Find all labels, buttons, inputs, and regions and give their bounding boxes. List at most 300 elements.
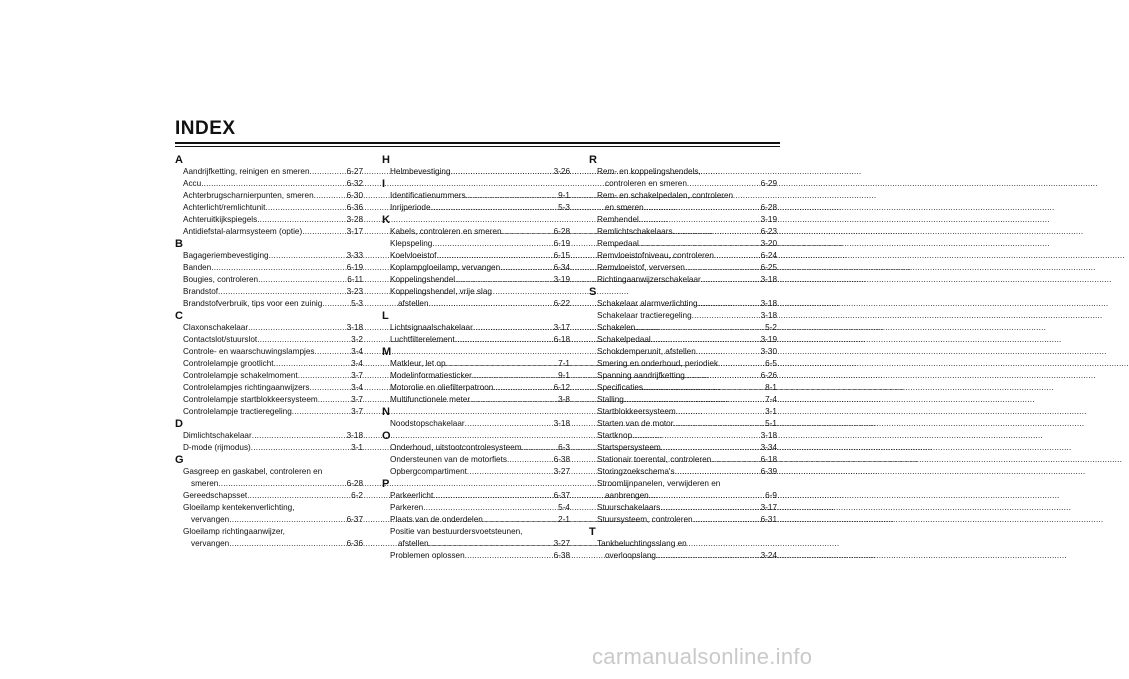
dot-leader — [229, 538, 345, 550]
dot-leader — [500, 262, 552, 274]
index-column-1 — [175, 154, 363, 550]
page-title: INDEX — [175, 118, 236, 139]
index-entry-term: Motorolie en oliefilterpatroon — [390, 383, 494, 392]
index-entry-page: 3-17 — [346, 227, 363, 236]
index-entry-page: 6-37 — [553, 491, 570, 500]
dot-leader — [257, 214, 345, 226]
index-entry — [382, 514, 570, 526]
dot-leader — [661, 442, 760, 454]
index-entry-term: Koplampgloeilamp, vervangen — [390, 263, 501, 272]
section-letter-g: G — [175, 454, 184, 466]
dot-leader — [467, 466, 553, 478]
dot-leader — [318, 394, 350, 406]
index-entry-page: 6-12 — [553, 383, 570, 392]
index-entry-first-line: Gasgreep en gaskabel, controleren en — [183, 467, 323, 476]
index-entry-term: vervangen — [191, 539, 230, 548]
index-entry-term: Controle- en waarschuwingslampjes — [183, 347, 315, 356]
dot-leader — [252, 430, 346, 442]
dot-leader — [274, 358, 351, 370]
index-entry-term: Bougies, controleren — [183, 275, 259, 284]
index-entry-page: 3-18 — [346, 323, 363, 332]
index-entry — [382, 274, 570, 286]
index-entry-term: Koppelingshendel — [390, 275, 456, 284]
index-entry-page: 5-3 — [558, 203, 570, 212]
section-letter-m: M — [382, 346, 392, 358]
index-entry — [175, 346, 363, 358]
index-entry — [175, 430, 363, 442]
index-entry-term: smeren — [191, 479, 219, 488]
index-entry-page: 3-1 — [765, 407, 777, 416]
index-entry-page: 6-32 — [346, 179, 363, 188]
index-entry-page: 5-4 — [558, 503, 570, 512]
index-entry-term: Problemen oplossen — [390, 551, 465, 560]
dot-leader — [211, 262, 345, 274]
index-entry — [589, 394, 777, 406]
index-entry — [175, 382, 363, 394]
index-entry-term: Klepspeling — [390, 239, 433, 248]
index-entry — [589, 502, 777, 514]
index-entry-term: Controlelampje tractieregeling — [183, 407, 292, 416]
index-entry — [175, 202, 363, 214]
index-entry — [175, 490, 363, 502]
index-entry-first-line: Gloeilamp kentekenverlichting, — [183, 503, 295, 512]
index-entry-page: 8-1 — [765, 383, 777, 392]
index-entry-page: 6-18 — [553, 335, 570, 344]
index-entry-page: 3-7 — [351, 371, 363, 380]
index-entry — [382, 322, 570, 334]
index-entry-term: Bagageriembevestiging — [183, 251, 269, 260]
index-entry — [589, 514, 777, 526]
index-entry-page: 6-37 — [346, 515, 363, 524]
index-entry-page: 6-29 — [760, 179, 777, 188]
index-entry — [175, 262, 363, 274]
dot-leader — [446, 358, 558, 370]
index-entry-term: Schakelen — [597, 323, 636, 332]
index-entry — [589, 370, 777, 382]
section-letter-t: T — [589, 526, 596, 538]
index-entry — [589, 298, 777, 310]
index-entry-page: 6-36 — [346, 203, 363, 212]
index-entry-first-line: Rem- en koppelingshendels, — [597, 167, 701, 176]
dot-leader — [676, 406, 764, 418]
index-entry-term: Dimlichtschakelaar — [183, 431, 252, 440]
index-entry-term: Accu — [183, 179, 202, 188]
index-entry — [589, 382, 777, 394]
section-letter-p: P — [382, 478, 390, 490]
index-entry-page: 3-2 — [351, 335, 363, 344]
index-entry-term: Kabels, controleren en smeren — [390, 227, 502, 236]
index-entry-page: 6-27 — [346, 167, 363, 176]
section-letter-d: D — [175, 418, 183, 430]
index-entry-term: Startknop — [597, 431, 633, 440]
section-letter-k: K — [382, 214, 390, 226]
dot-leader — [473, 322, 553, 334]
index-entry-term: Smering en onderhoud, periodiek — [597, 359, 719, 368]
index-entry-page: 6-18 — [760, 455, 777, 464]
index-entry — [589, 250, 777, 262]
index-entry-page: 3-28 — [346, 215, 363, 224]
dot-leader — [692, 310, 760, 322]
index-entry — [589, 430, 777, 442]
index-entry-term: Schakelpedaal — [597, 335, 651, 344]
index-entry-term: Achterlicht/remlichtunit — [183, 203, 266, 212]
index-entry-term: en smeren — [605, 203, 644, 212]
index-entry-term: Modelinformatiesticker — [390, 371, 472, 380]
index-entry — [589, 322, 777, 334]
index-entry-term: Schakelaar alarmverlichting — [597, 299, 698, 308]
index-entry-term: D-mode (rijmodus) — [183, 443, 251, 452]
dot-leader — [218, 286, 346, 298]
index-entry-page: 3-30 — [760, 347, 777, 356]
index-entry — [175, 226, 363, 238]
index-entry — [382, 418, 570, 430]
index-entry — [175, 190, 363, 202]
dot-leader — [493, 382, 552, 394]
dot-leader — [639, 238, 760, 250]
dot-leader — [624, 394, 764, 406]
index-entry-page: 6-24 — [760, 251, 777, 260]
index-entry — [382, 442, 570, 454]
index-entry-term: Schakelaar tractieregeling — [597, 311, 692, 320]
dot-leader — [644, 202, 760, 214]
index-entry-page: 9-1 — [558, 191, 570, 200]
index-entry-term: controleren en smeren — [605, 179, 687, 188]
dot-leader — [649, 490, 764, 502]
index-entry — [175, 406, 363, 418]
index-entry-first-line: Tankbeluchtingsslang en — [597, 539, 687, 548]
dot-leader — [507, 454, 553, 466]
index-entry-page: 6-30 — [346, 191, 363, 200]
index-entry-term: overloopslang — [605, 551, 656, 560]
dot-leader — [322, 298, 350, 310]
section-letter-r: R — [589, 154, 597, 166]
index-entry — [589, 262, 777, 274]
index-entry — [382, 226, 570, 238]
index-entry-term: Luchtfilterelement — [390, 335, 455, 344]
dot-leader — [714, 250, 760, 262]
index-entry — [589, 214, 777, 226]
index-entry-term: Multifunctionele meter — [390, 395, 471, 404]
index-entry-term: Gereedschapsset — [183, 491, 248, 500]
section-letter-o: O — [382, 430, 391, 442]
index-entry-term: Specificaties — [597, 383, 643, 392]
dot-leader — [310, 382, 351, 394]
index-entry — [589, 334, 777, 346]
dot-leader — [429, 298, 553, 310]
dot-leader — [247, 490, 350, 502]
index-entry — [589, 406, 777, 418]
index-entry-term: Helmbevestiging — [390, 167, 451, 176]
index-entry-page: 6-34 — [553, 263, 570, 272]
section-letter-a: A — [175, 154, 183, 166]
index-entry-term: Antidiefstal-alarmsysteem (optie) — [183, 227, 303, 236]
index-entry-term: aanbrengen — [605, 491, 649, 500]
index-entry — [175, 250, 363, 262]
index-entry — [175, 166, 363, 178]
dot-leader — [310, 166, 346, 178]
dot-leader — [685, 370, 760, 382]
index-entry — [382, 250, 570, 262]
section-letter-l: L — [382, 310, 389, 322]
index-entry-term: Remlichtschakelaars — [597, 227, 673, 236]
index-entry-page: 6-5 — [765, 359, 777, 368]
dot-leader — [315, 346, 351, 358]
index-entry-term: Claxonschakelaar — [183, 323, 249, 332]
index-entry — [175, 178, 363, 190]
index-entry-term: Controlelampje startblokkeersysteem — [183, 395, 318, 404]
index-entry — [382, 358, 570, 370]
dot-leader — [701, 274, 760, 286]
index-entry — [589, 178, 777, 190]
dot-leader — [522, 442, 558, 454]
index-entry-page: 3-33 — [346, 251, 363, 260]
section-letter-i: I — [382, 178, 386, 190]
index-entry — [382, 454, 570, 466]
section-letter-b: B — [175, 238, 183, 250]
index-entry-first-line: Positie van bestuurdersvoetsteunen, — [390, 527, 523, 536]
dot-leader — [201, 178, 345, 190]
dot-leader — [635, 322, 764, 334]
index-entry-term: Startblokkeersysteem — [597, 407, 676, 416]
index-entry-page: 9-1 — [558, 371, 570, 380]
index-column-3 — [589, 154, 777, 562]
index-entry-page: 3-18 — [760, 275, 777, 284]
dot-leader — [423, 502, 557, 514]
index-entry-page: 3-24 — [760, 551, 777, 560]
index-entry — [175, 514, 363, 526]
dot-leader — [292, 406, 350, 418]
index-entry-page: 3-18 — [760, 299, 777, 308]
index-entry — [175, 298, 363, 310]
index-entry-term: Noodstopschakelaar — [390, 419, 465, 428]
index-entry-term: Achteruitkijkspiegels — [183, 215, 258, 224]
index-entry-page: 3-19 — [760, 215, 777, 224]
dot-leader — [685, 262, 760, 274]
index-entry — [175, 274, 363, 286]
dot-leader — [673, 418, 764, 430]
title-rule-thick — [175, 142, 780, 144]
dot-leader — [639, 214, 760, 226]
dot-leader — [675, 466, 760, 478]
dot-leader — [302, 226, 345, 238]
index-entry — [589, 346, 777, 358]
index-entry — [589, 466, 777, 478]
dot-leader — [693, 514, 760, 526]
index-entry-term: Opbergcompartiment — [390, 467, 467, 476]
index-entry — [589, 202, 777, 214]
dot-leader — [673, 226, 760, 238]
index-entry-page: 3-8 — [558, 395, 570, 404]
index-entry-term: Remhendel — [597, 215, 639, 224]
index-entry-page: 3-20 — [760, 239, 777, 248]
index-entry-page: 3-27 — [553, 539, 570, 548]
dot-leader — [472, 370, 557, 382]
index-entry-term: Spanning aandrijfketting — [597, 371, 685, 380]
index-entry-term: Identificatienummers — [390, 191, 466, 200]
index-entry-term: Onderhoud, uitstootcontrolesysteem — [390, 443, 522, 452]
index-entry-term: afstellen — [398, 539, 429, 548]
index-entry — [589, 454, 777, 466]
index-entry-page: 3-1 — [351, 443, 363, 452]
index-entry — [382, 202, 570, 214]
index-entry — [382, 538, 570, 550]
dot-leader — [470, 394, 557, 406]
index-entry-page: 3-23 — [346, 287, 363, 296]
dot-leader — [651, 334, 760, 346]
index-entry-first-line: Gloeilamp richtingaanwijzer, — [183, 527, 285, 536]
index-entry-page: 5-2 — [765, 323, 777, 332]
dot-leader — [436, 250, 552, 262]
index-entry-page: 6-15 — [553, 251, 570, 260]
index-entry-page: 6-39 — [760, 467, 777, 476]
index-entry-term: Stuurschakelaars — [597, 503, 661, 512]
index-entry-term: afstellen — [398, 299, 429, 308]
index-entry-page: 6-9 — [765, 491, 777, 500]
dot-leader — [711, 454, 759, 466]
index-entry-term: Stalling — [597, 395, 624, 404]
index-entry-page: 6-31 — [760, 515, 777, 524]
index-entry-term: Schokdemperunit, afstellen — [597, 347, 696, 356]
dot-leader — [643, 382, 764, 394]
dot-leader — [687, 178, 760, 190]
index-entry — [175, 394, 363, 406]
index-entry-page: 6-25 — [760, 263, 777, 272]
index-entry — [589, 274, 777, 286]
index-entry-term: Stuursysteem, controleren — [597, 515, 693, 524]
index-entry-page: 6-22 — [553, 299, 570, 308]
index-entry — [382, 550, 570, 562]
dot-leader — [696, 346, 760, 358]
section-letter-c: C — [175, 310, 183, 322]
dot-leader — [466, 190, 558, 202]
index-entry-term: vervangen — [191, 515, 230, 524]
dot-leader — [455, 334, 553, 346]
index-entry-page: 3-4 — [351, 359, 363, 368]
index-entry-term: Brandstof — [183, 287, 219, 296]
index-entry — [382, 238, 570, 250]
index-entry-page: 6-28 — [553, 227, 570, 236]
index-entry-page: 3-17 — [553, 323, 570, 332]
dot-leader — [656, 550, 760, 562]
index-entry — [175, 478, 363, 490]
index-entry-term: Starten van de motor — [597, 419, 674, 428]
index-entry-page: 3-26 — [553, 167, 570, 176]
index-entry-page: 6-28 — [346, 479, 363, 488]
index-entry-page: 3-18 — [760, 431, 777, 440]
index-entry-page: 6-19 — [553, 239, 570, 248]
dot-leader — [429, 538, 553, 550]
index-entry-page: 2-1 — [558, 515, 570, 524]
index-entry — [382, 490, 570, 502]
index-entry-first-line: Koppelingshendel, vrije slag — [390, 287, 492, 296]
index-entry-term: Rempedaal — [597, 239, 639, 248]
index-entry-page: 6-23 — [760, 227, 777, 236]
section-letter-n: N — [382, 406, 390, 418]
index-entry-page: 3-19 — [553, 275, 570, 284]
index-entry-page: 3-34 — [760, 443, 777, 452]
index-entry — [175, 442, 363, 454]
dot-leader — [431, 202, 558, 214]
dot-leader — [465, 418, 553, 430]
index-entry-term: Matkleur, let op — [390, 359, 446, 368]
index-entry-page: 6-19 — [346, 263, 363, 272]
index-entry-page: 6-36 — [346, 539, 363, 548]
dot-leader — [314, 190, 346, 202]
index-entry — [175, 214, 363, 226]
index-entry — [589, 310, 777, 322]
index-entry-page: 3-18 — [553, 419, 570, 428]
index-entry-term: Plaats van de onderdelen — [390, 515, 483, 524]
dot-leader — [455, 274, 553, 286]
dot-leader — [248, 322, 346, 334]
index-entry-term: Ondersteunen van de motorfiets — [390, 455, 507, 464]
index-entry-page: 6-38 — [553, 551, 570, 560]
index-entry-term: Banden — [183, 263, 212, 272]
dot-leader — [502, 226, 553, 238]
index-entry-page: 3-4 — [351, 383, 363, 392]
index-entry-page: 3-4 — [351, 347, 363, 356]
index-entry-page: 7-4 — [765, 395, 777, 404]
index-entry-page: 3-17 — [760, 503, 777, 512]
dot-leader — [432, 238, 552, 250]
dot-leader — [265, 202, 345, 214]
dot-leader — [218, 478, 345, 490]
index-entry-term: Aandrijfketting, reinigen en smeren — [183, 167, 310, 176]
index-entry-page: 5-3 — [351, 299, 363, 308]
dot-leader — [451, 166, 553, 178]
section-letter-s: S — [589, 286, 597, 298]
index-entry-page: 3-19 — [760, 335, 777, 344]
index-entry — [382, 502, 570, 514]
index-entry — [175, 538, 363, 550]
index-entry-term: Controlelampje grootlicht — [183, 359, 274, 368]
dot-leader — [269, 250, 346, 262]
index-entry-page: 3-7 — [351, 407, 363, 416]
index-entry-term: Parkeerlicht — [390, 491, 434, 500]
index-entry — [382, 370, 570, 382]
index-entry — [175, 370, 363, 382]
index-entry — [382, 298, 570, 310]
index-entry — [589, 550, 777, 562]
index-entry — [589, 490, 777, 502]
index-entry-term: Remvloeistofniveau, controleren — [597, 251, 714, 260]
dot-leader — [258, 274, 346, 286]
index-entry — [382, 190, 570, 202]
dot-leader — [698, 298, 760, 310]
title-rule-thin — [175, 146, 780, 147]
index-entry — [589, 226, 777, 238]
index-entry — [589, 418, 777, 430]
index-entry-first-line: Rem- en schakelpedalen, controleren — [597, 191, 734, 200]
index-entry-page: 3-7 — [351, 395, 363, 404]
index-entry-term: Koelvloeistof — [390, 251, 437, 260]
index-entry-term: Remvloeistof, verversen — [597, 263, 685, 272]
index-entry-page: 3-18 — [346, 431, 363, 440]
index-entry — [175, 286, 363, 298]
index-entry — [589, 238, 777, 250]
index-entry-first-line: Stroomlijnpanelen, verwijderen en — [597, 479, 721, 488]
index-entry-term: Stationair toerental, controleren — [597, 455, 712, 464]
index-entry-term: Inrijperiode — [390, 203, 431, 212]
index-entry — [175, 334, 363, 346]
dot-leader — [483, 514, 557, 526]
section-letter-h: H — [382, 154, 390, 166]
index-entry — [382, 382, 570, 394]
index-column-2 — [382, 154, 570, 562]
index-entry-term: Parkeren — [390, 503, 424, 512]
index-entry — [589, 358, 777, 370]
index-entry-term: Achterbrugscharnierpunten, smeren — [183, 191, 314, 200]
